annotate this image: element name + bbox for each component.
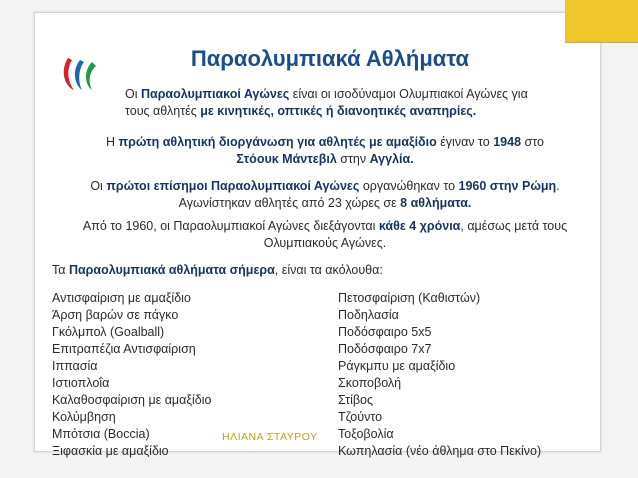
text-run: , αμέσως μετά τους Ολυμπιακούς Αγώνες. xyxy=(263,219,568,250)
sport-list-item: Γκόλμπολ (Goalball) xyxy=(52,325,165,339)
sport-list-item: Ποδηλασία xyxy=(338,308,399,322)
frequency-paragraph xyxy=(60,218,590,252)
bold-text-run: Παραολυμπιακά αθλήματα σήμερα xyxy=(68,263,275,277)
sport-list-item: Μπότσια (Boccia) xyxy=(52,427,150,441)
text-run: , είναι τα ακόλουθα: xyxy=(274,263,383,277)
sport-list-item: Στίβος xyxy=(338,393,374,407)
text-run: είναι οι ισοδύναμοι Ολυμπιακοί Αγώνες για τους αθλητές xyxy=(125,87,528,118)
sport-list-item: Ιππασία xyxy=(52,359,98,373)
text-run: Οι xyxy=(90,179,107,193)
corner-accent xyxy=(565,0,638,42)
bold-text-run: με κινητικές, οπτικές ή διανοητικές αναπηρίες. xyxy=(200,104,477,118)
sport-list-item: Αντισφαίριση με αμαξίδιο xyxy=(52,291,191,305)
sport-list-item: Σκοποβολή xyxy=(338,376,402,390)
text-run: Οι xyxy=(125,87,141,101)
text-run: Από το 1960, οι Παραολυμπιακοί Αγώνες διεξάγονται xyxy=(82,219,379,233)
sport-list-item: Ποδόσφαιρο 7x7 xyxy=(338,342,432,356)
sport-list-item: Ιστιοπλοΐα xyxy=(52,376,110,390)
sport-list-item: Τοξοβολία xyxy=(338,427,394,441)
author-credit: ΗΛΙΑΝΑ ΣΤΑΥΡΟΥ xyxy=(222,431,318,443)
sport-list-item: Άρση βαρών σε πάγκο xyxy=(52,308,179,322)
sport-list-item: Κωπηλασία (νέο άθλημα στο Πεκίνο) xyxy=(338,444,542,458)
text-run: Η xyxy=(106,135,119,149)
text-run: έγιναν το xyxy=(436,135,494,149)
text-run: Τα xyxy=(52,263,69,277)
intro-paragraph xyxy=(125,86,545,120)
sport-list-item: Τζούντο xyxy=(338,410,383,424)
sport-list-item: Ξιφασκία με αμαξίδιο xyxy=(52,444,169,458)
bold-text-run: 8 αθλήματα. xyxy=(400,196,472,210)
sport-list-item: Πετοσφαίριση (Καθιστών) xyxy=(338,291,481,305)
bold-text-run: 1948 xyxy=(493,135,522,149)
text-run: . Αγωνίστηκαν αθλητές από 23 χώρες σε xyxy=(178,179,560,210)
text-run: στο xyxy=(521,135,544,149)
first-event-paragraph xyxy=(90,134,560,168)
bold-text-run: κάθε 4 χρόνια xyxy=(378,219,461,233)
page-title: Παραολυμπιακά Αθλήματα xyxy=(190,46,470,71)
text-run: στην xyxy=(336,152,370,166)
sport-list-item: Κολύμβηση xyxy=(52,410,116,424)
paralympic-agitos-icon xyxy=(58,50,104,96)
sport-list-item: Επιτραπέζια Αντισφαίριση xyxy=(52,342,196,356)
bold-text-run: Στόουκ Μάντεβιλ xyxy=(236,152,337,166)
first-official-games-paragraph xyxy=(60,178,590,212)
sports-list-right xyxy=(338,290,598,460)
bold-text-run: 1960 στην Ρώμη xyxy=(458,179,557,193)
sport-list-item: Καλαθοσφαίριση με αμαξίδιο xyxy=(52,393,212,407)
corner-accent-line xyxy=(565,42,638,43)
bold-text-run: Παραολυμπιακοί Αγώνες xyxy=(140,87,290,101)
sports-intro-paragraph xyxy=(52,262,592,279)
sport-list-item: Ποδόσφαιρο 5x5 xyxy=(338,325,432,339)
bold-text-run: Αγγλία. xyxy=(369,152,414,166)
text-run: οργανώθηκαν το xyxy=(359,179,459,193)
bold-text-run: πρώτοι επίσημοι Παραολυμπιακοί Αγώνες xyxy=(106,179,360,193)
sport-list-item: Ράγκμπυ με αμαξίδιο xyxy=(338,359,456,373)
bold-text-run: πρώτη αθλητική διοργάνωση για αθλητές με αμαξίδιο xyxy=(118,135,437,149)
